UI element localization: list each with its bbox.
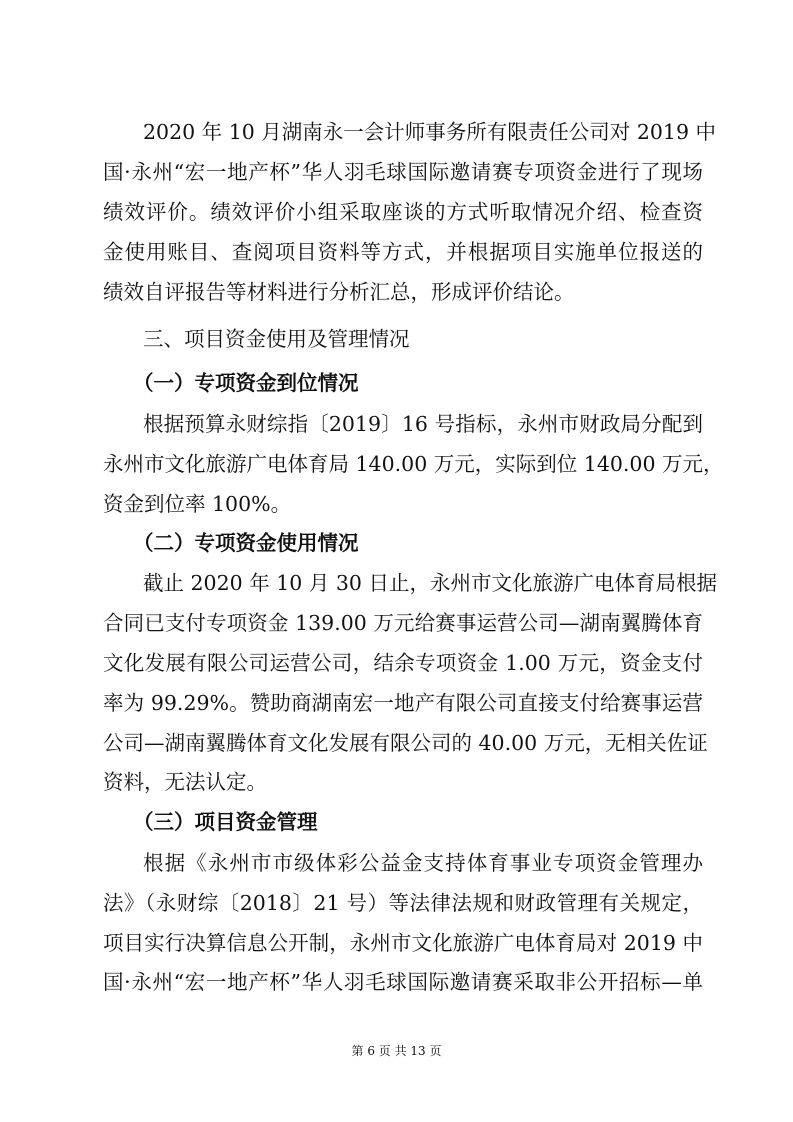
paragraph-1-line-3: 绩效评价。绩效评价小组采取座谈的方式听取情况介绍、检查资 [103, 200, 703, 224]
paragraph-3-line-1: 截止 2020 年 10 月 30 日止，永州市文化旅游广电体育局根据 [143, 571, 717, 595]
section-3-heading: 三、项目资金使用及管理情况 [143, 327, 410, 351]
paragraph-3-line-6: 资料，无法认定。 [103, 770, 267, 794]
paragraph-4-line-4: 国·永州“宏一地产杯”华人羽毛球国际邀请赛采取非公开招标—单 [103, 970, 703, 994]
paragraph-1-line-2: 国·永州“宏一地产杯”华人羽毛球国际邀请赛专项资金进行了现场 [103, 160, 703, 184]
paragraph-2-line-2: 永州市文化旅游广电体育局 140.00 万元，实际到位 140.00 万元， [103, 452, 724, 476]
paragraph-3-line-2: 合同已支付专项资金 139.00 万元给赛事运营公司—湖南翼腾体育 [103, 611, 703, 635]
paragraph-4-line-1: 根据《永州市市级体彩公益金支持体育事业专项资金管理办 [143, 851, 703, 875]
paragraph-4-line-3: 项目实行决算信息公开制，永州市文化旅游广电体育局对 2019 中 [103, 931, 703, 955]
paragraph-4-line-2: 法》（永财综〔2018〕21 号）等法律法规和财政管理有关规定， [103, 891, 703, 915]
sub-heading-3: （三）项目资金管理 [133, 810, 318, 834]
sub-heading-2: （二）专项资金使用情况 [133, 531, 359, 555]
paragraph-2-line-1: 根据预算永财综指〔2019〕16 号指标，永州市财政局分配到 [143, 412, 703, 436]
paragraph-1-line-4: 金使用账目、查阅项目资料等方式，并根据项目实施单位报送的 [103, 240, 703, 264]
paragraph-3-line-5: 公司—湖南翼腾体育文化发展有限公司的 40.00 万元，无相关佐证 [103, 731, 708, 755]
page-number-footer: 第 6 页 共 13 页 [351, 1044, 442, 1058]
paragraph-2-line-3: 资金到位率 100%。 [103, 492, 292, 516]
sub-heading-1: （一）专项资金到位情况 [133, 371, 359, 395]
paragraph-1-line-5: 绩效自评报告等材料进行分析汇总，形成评价结论。 [103, 280, 575, 304]
paragraph-3-line-3: 文化发展有限公司运营公司，结余专项资金 1.00 万元，资金支付 [103, 651, 703, 675]
paragraph-1-line-1: 2020 年 10 月湖南永一会计师事务所有限责任公司对 2019 中 [143, 120, 717, 144]
paragraph-3-line-4: 率为 99.29%。赞助商湖南宏一地产有限公司直接支付给赛事运营 [103, 691, 703, 715]
